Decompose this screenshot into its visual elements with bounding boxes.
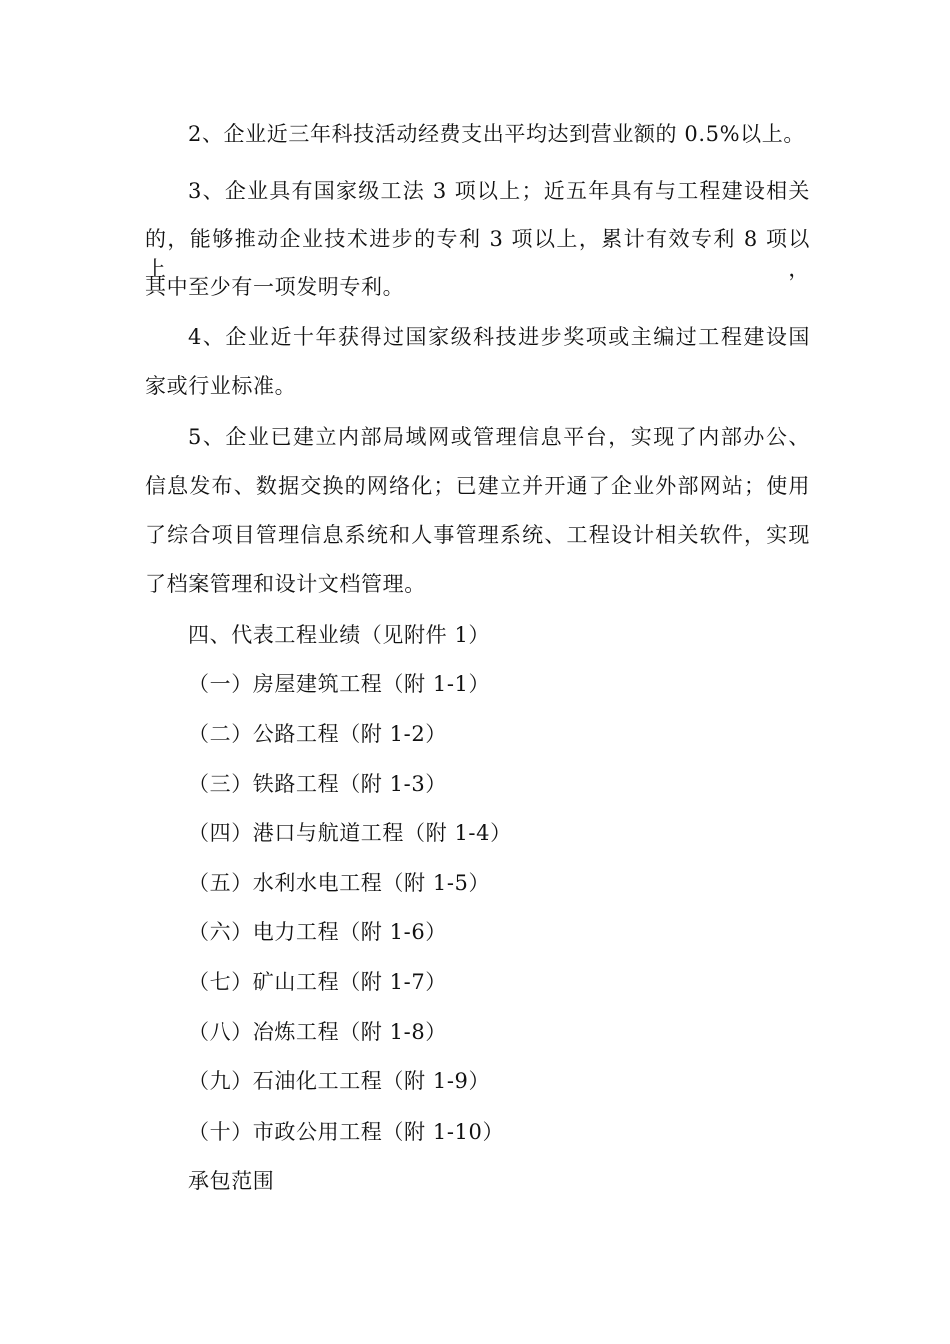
list-item: （二）公路工程（附 1-2） <box>188 722 447 746</box>
list-item: （九）石油化工工程（附 1-9） <box>188 1069 491 1093</box>
list-item: （七）矿山工程（附 1-7） <box>188 970 447 994</box>
section-heading-representative-projects: 四、代表工程业绩（见附件 1） <box>188 623 491 647</box>
paragraph-3-line-3: 其中至少有一项发明专利。 <box>145 275 405 299</box>
paragraph-5-line-1: 5、企业已建立内部局域网或管理信息平台，实现了内部办公、 <box>188 425 810 449</box>
list-item: （三）铁路工程（附 1-3） <box>188 772 447 796</box>
list-item: （十）市政公用工程（附 1-10） <box>188 1120 505 1144</box>
section-heading-contracting-scope: 承包范围 <box>188 1169 275 1193</box>
list-item: （一）房屋建筑工程（附 1-1） <box>188 672 491 696</box>
list-item: （四）港口与航道工程（附 1-4） <box>188 821 512 845</box>
paragraph-3-line-1: 3、企业具有国家级工法 3 项以上；近五年具有与工程建设相关 <box>188 179 810 203</box>
paragraph-5-line-4: 了档案管理和设计文档管理。 <box>145 572 426 596</box>
paragraph-4-line-1: 4、企业近十年获得过国家级科技进步奖项或主编过工程建设国 <box>188 325 810 349</box>
paragraph-5-line-2: 信息发布、数据交换的网络化；已建立并开通了企业外部网站；使用 <box>145 474 810 498</box>
list-item: （八）冶炼工程（附 1-8） <box>188 1020 447 1044</box>
paragraph-4-line-2: 家或行业标准。 <box>145 374 297 398</box>
paragraph-3-line-2: 的，能够推动企业技术进步的专利 3 项以上，累计有效专利 8 项以上， <box>145 227 810 281</box>
list-item: （五）水利水电工程（附 1-5） <box>188 871 491 895</box>
paragraph-5-line-3: 了综合项目管理信息系统和人事管理系统、工程设计相关软件，实现 <box>145 523 810 547</box>
paragraph-2-line-1: 2、企业近三年科技活动经费支出平均达到营业额的 0.5%以上。 <box>188 122 805 146</box>
list-item: （六）电力工程（附 1-6） <box>188 920 447 944</box>
